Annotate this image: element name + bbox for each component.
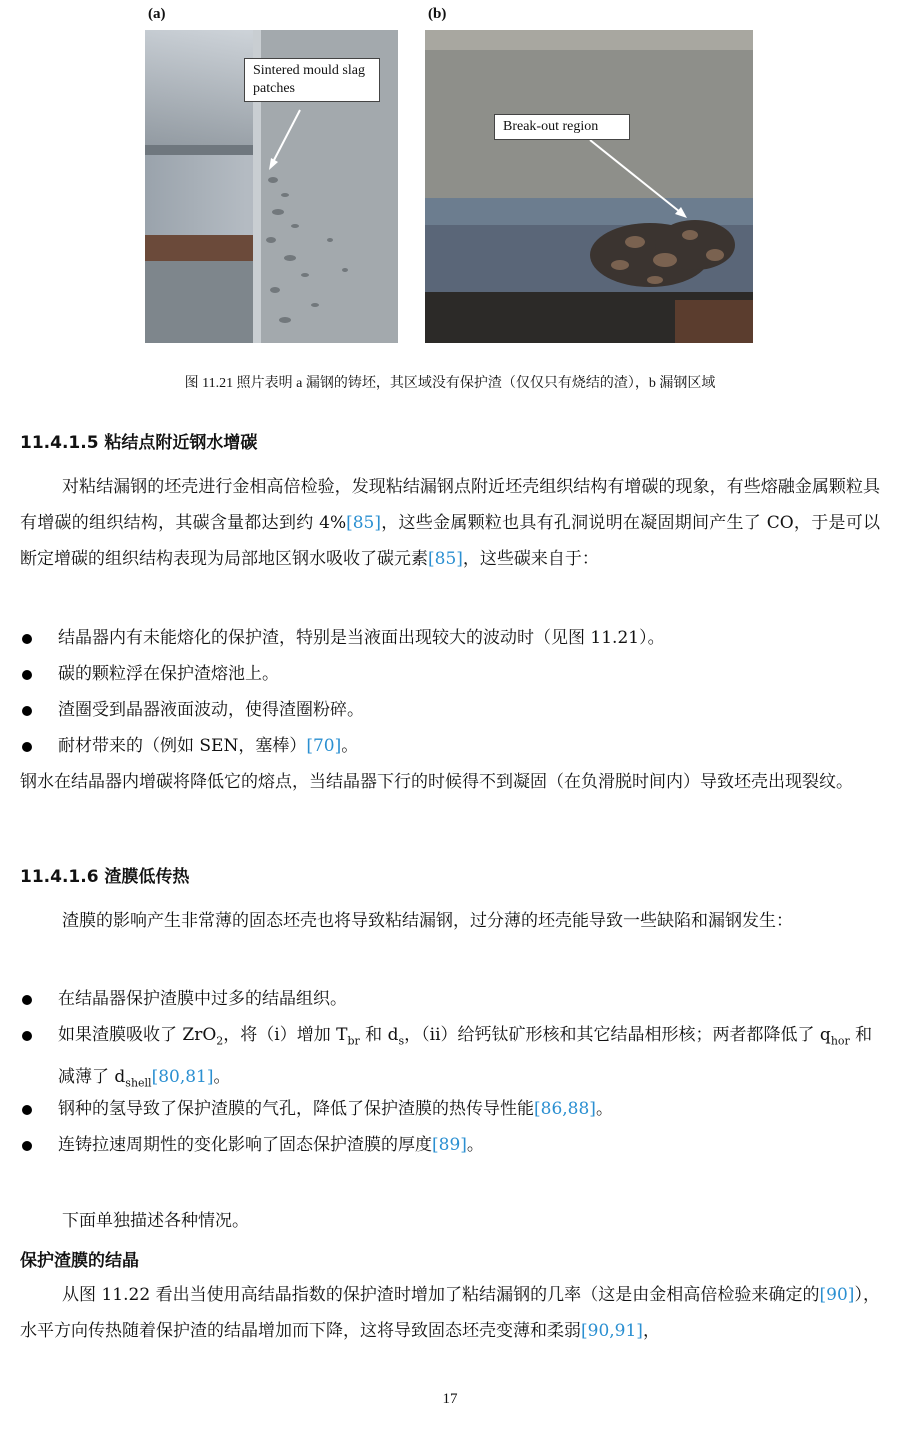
list-item — [58, 981, 880, 1017]
list-item-text: 碳的颗粒浮在保护渣熔池上。 — [58, 664, 279, 684]
list-item-text-b: ，将（i）增加 T — [223, 1025, 348, 1045]
citation-86-88[interactable]: [86,88] — [534, 1099, 596, 1119]
citation-90[interactable]: [90] — [819, 1285, 855, 1305]
section-heading-11-4-1-5: 11.4.1.5 粘结点附近钢水增碳 — [20, 433, 258, 453]
list-item-text: 在结晶器保护渣膜中过多的结晶组织。 — [58, 989, 347, 1009]
bullet-dot — [22, 995, 32, 1005]
bullet-dot — [22, 1031, 32, 1041]
list-item — [58, 1017, 880, 1102]
list-item — [58, 1127, 880, 1163]
list-item — [58, 656, 880, 692]
section1-text-c: ，这些碳来自于： — [462, 549, 599, 569]
list-item — [58, 692, 880, 728]
list-item — [58, 728, 880, 764]
paragraph-text-a: 从图 11.22 看出当使用高结晶指数的保护渣时增加了粘结漏钢的几率（这是由金相高倍检验来确定的 — [62, 1285, 820, 1305]
list-item-text: 耐材带来的（例如 SEN，塞棒） — [58, 736, 307, 756]
subscript-br: br — [347, 1034, 360, 1048]
citation-85-b[interactable]: [85] — [428, 549, 463, 569]
crystallization-paragraph — [20, 1277, 880, 1349]
paragraph-text-b: ），水平方向传热随着保护渣的结晶增加而下降，这将导致固态坯壳变薄和柔弱 — [20, 1285, 881, 1341]
list-item-end: 。 — [595, 1099, 613, 1119]
callout-sintered-slag: Sintered mould slag patches — [244, 58, 380, 102]
bullet-dot — [22, 1141, 32, 1151]
figure-caption: 图 11.21 照片表明 a 漏钢的铸坯，其区域没有保护渣（仅仅只有烧结的渣），b 漏钢区域 — [184, 376, 716, 391]
list-item — [58, 620, 880, 656]
subheading-slag-crystallization: 保护渣膜的结晶 — [20, 1251, 139, 1271]
list-item-text-c: 和 d — [359, 1025, 399, 1045]
subscript-s: s — [398, 1034, 405, 1048]
section1-paragraph — [20, 469, 880, 577]
citation-70[interactable]: [70] — [306, 736, 342, 756]
subscript-shell: shell — [125, 1076, 152, 1090]
list-item — [58, 1091, 880, 1127]
paragraph-text-c: ， — [642, 1321, 660, 1341]
section-heading-11-4-1-6: 11.4.1.6 渣膜低传热 — [20, 867, 190, 887]
figure-label-a: (a) — [148, 6, 166, 22]
bullet-dot — [22, 742, 32, 752]
list-item-text-e: 和减薄了 d — [58, 1025, 873, 1088]
section2-paragraph: 渣膜的影响产生非常薄的固态坯壳也将导致粘结漏钢，过分薄的坯壳能导致一些缺陷和漏钢发生： — [62, 911, 793, 931]
list-item-end: 。 — [213, 1067, 231, 1088]
bullet-dot — [22, 670, 32, 680]
subscript-hor: hor — [830, 1034, 850, 1048]
page-number: 17 — [442, 1391, 458, 1407]
subscript-2: 2 — [216, 1034, 224, 1048]
list-item-end: 。 — [466, 1135, 484, 1155]
citation-89[interactable]: [89] — [432, 1135, 467, 1155]
section1-paragraph-2: 钢水在结晶器内增碳将降低它的熔点，当结晶器下行的时候得不到凝固（在负滑脱时间内）导致坯壳出现裂纹。 — [20, 772, 853, 792]
bullet-dot — [22, 706, 32, 716]
bullet-dot — [22, 634, 32, 644]
list-item-text: 结晶器内有未能熔化的保护渣，特别是当液面出现较大的波动时（见图 11.21）。 — [58, 628, 665, 648]
photo-b-graphic — [425, 30, 753, 343]
list-item-text-d: ，（ii）给钙钛矿形核和其它结晶相形核；两者都降低了 q — [404, 1025, 831, 1045]
summary-line: 下面单独描述各种情况。 — [62, 1211, 249, 1231]
bullet-dot — [22, 1105, 32, 1115]
list-item-text: 连铸拉速周期性的变化影响了固态保护渣膜的厚度 — [58, 1135, 432, 1155]
citation-90-91[interactable]: [90,91] — [581, 1321, 643, 1341]
section1-text-b: ，这些金属颗粒也具有孔洞说明在凝固期间产生了 CO，于是可以断定增碳的组织结构表现为局部地区钢水吸收了碳元素 — [20, 513, 880, 569]
list-item-text: 渣圈受到晶器液面波动，使得渣圈粉碎。 — [58, 700, 364, 720]
figure-label-b: (b) — [428, 6, 447, 22]
photo-b-breakout — [425, 30, 753, 343]
list-item-end: 。 — [341, 736, 359, 756]
section1-text-a: 对粘结漏钢的坯壳进行金相高倍检验，发现粘结漏钢点附近坯壳组织结构有增碳的现象，有些熔融金属颗粒具有增碳的组织结构，其碳含量都达到约 4% — [20, 477, 880, 533]
list-item-text-a: 如果渣膜吸收了 ZrO — [58, 1025, 217, 1045]
citation-80-81[interactable]: [80,81] — [151, 1067, 214, 1088]
citation-85-a[interactable]: [85] — [346, 513, 382, 533]
list-item-text: 钢种的氢导致了保护渣膜的气孔，降低了保护渣膜的热传导性能 — [58, 1099, 534, 1119]
callout-breakout-region: Break-out region — [494, 114, 630, 140]
